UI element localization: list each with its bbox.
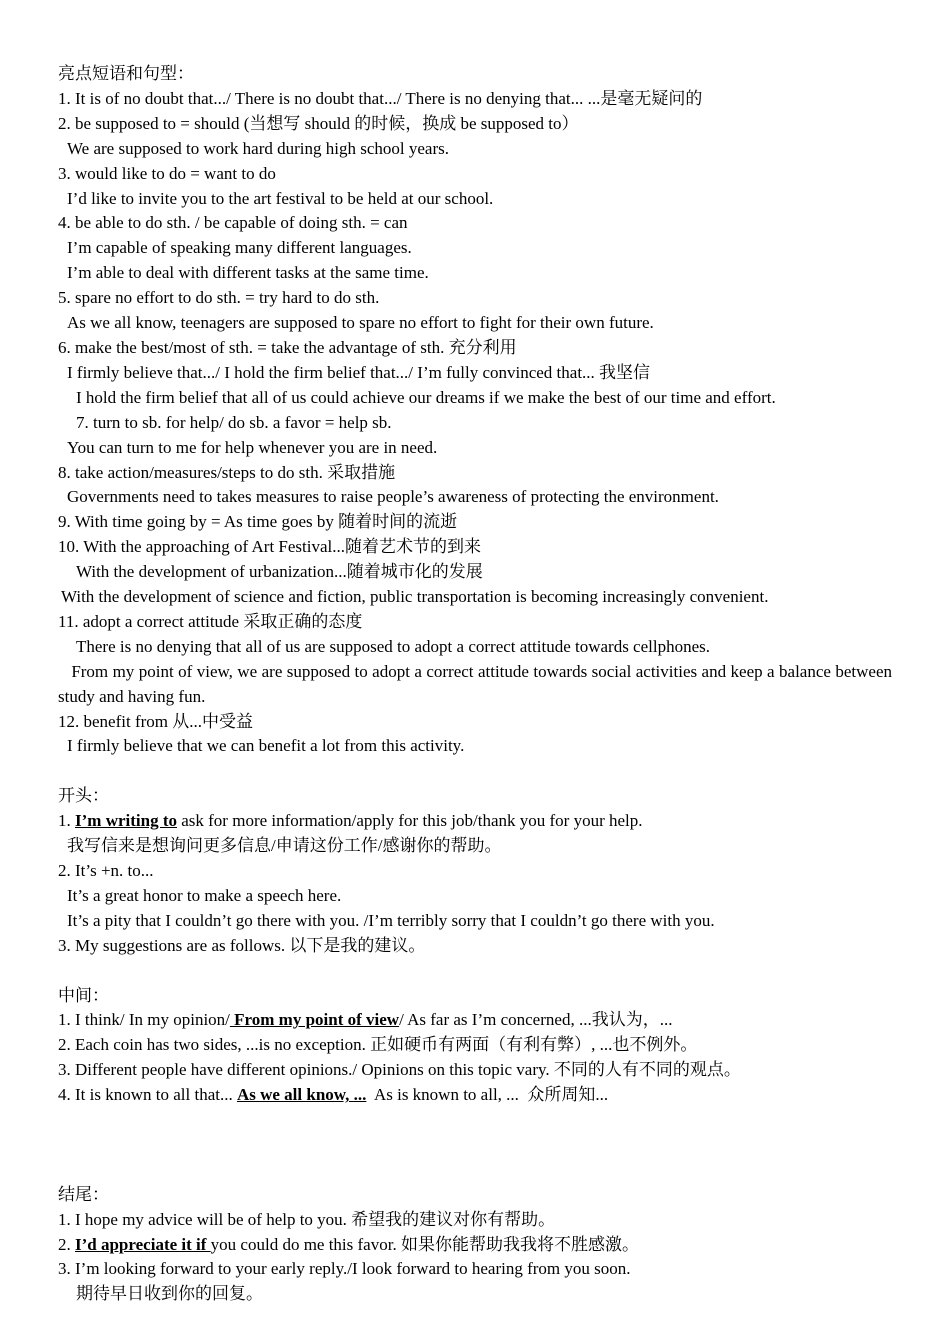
highlight-item-5: 5. spare no effort to do sth. = try hard to do sth.	[58, 288, 380, 308]
highlight-item-10: 10. With the approaching of Art Festival...随着艺术节的到来	[58, 537, 482, 557]
highlight-item-1: 1. It is of no doubt that.../ There is no doubt that.../ There is no denying that... ...是毫无疑问的	[58, 88, 703, 108]
middle-item-2: 2. Each coin has two sides, ...is no exception. 正如硬币有两面（有利有弊）, ...也不例外。	[58, 1035, 698, 1055]
middle-item-1-key-phrase: From my point of view	[229, 1010, 400, 1030]
highlight-example-10b: With the development of science and fiction, public transportation is becoming increasingly convenient.	[61, 587, 769, 607]
ending-item-2-key-phrase: I’d appreciate it if	[75, 1234, 211, 1254]
document-page	[58, 62, 892, 1307]
highlight-example-6a: I firmly believe that.../ I hold the firm belief that.../ I’m fully convinced that... 我坚信	[67, 362, 651, 382]
middle-item-4-key-phrase: As we all know, ...	[236, 1085, 367, 1105]
opening-item-2: 2. It’s +n. to...	[58, 860, 154, 880]
highlight-example-3: I’d like to invite you to the art festival to be held at our school.	[67, 188, 494, 208]
highlight-example-7: You can turn to me for help whenever you are in need.	[67, 437, 438, 457]
middle-item-1	[58, 1008, 892, 1033]
middle-item-1-pre: 1. I think/ In my opinion/	[58, 1010, 230, 1030]
highlight-item-3: 3. would like to do = want to do	[58, 163, 276, 183]
opening-example-1: 我写信来是想询问更多信息/申请这份工作/感谢你的帮助。	[67, 836, 502, 856]
highlight-example-4a: I’m capable of speaking many different languages.	[67, 238, 412, 258]
spacer	[58, 1108, 892, 1158]
ending-item-2	[58, 1233, 892, 1258]
middle-heading: 中间：	[58, 985, 109, 1005]
highlight-item-4: 4. be able to do sth. / be capable of doing sth. = can	[58, 213, 408, 233]
highlights-heading: 亮点短语和句型：	[58, 64, 194, 83]
opening-item-1	[58, 809, 892, 834]
ending-item-2-number: 2.	[58, 1234, 75, 1254]
ending-example-3: 期待早日收到你的回复。	[76, 1284, 263, 1304]
opening-heading: 开头：	[58, 786, 109, 806]
highlight-item-12: 12. benefit from 从...中受益	[58, 711, 253, 731]
highlight-example-12: I firmly believe that we can benefit a lot from this activity.	[67, 736, 465, 756]
highlight-item-8: 8. take action/measures/steps to do sth. 采取措施	[58, 462, 396, 482]
spacer	[58, 1158, 892, 1183]
middle-item-4-pre: 4. It is known to all that...	[58, 1085, 237, 1105]
opening-item-1-key-phrase: I’m writing to	[75, 811, 177, 831]
highlight-example-8: Governments need to takes measures to raise people’s awareness of protecting the environment.	[67, 487, 719, 507]
highlight-example-11b	[58, 660, 892, 710]
highlight-item-2: 2. be supposed to = should (当想写 should 的时候，换成 be supposed to）	[58, 113, 579, 133]
highlight-example-11b-text: From my point of view, we are supposed to adopt a correct attitude towards social activities and keep a balance between study and having fun.	[58, 661, 893, 706]
highlight-example-4b: I’m able to deal with different tasks at the same time.	[67, 263, 429, 283]
opening-example-2b: It’s a pity that I couldn’t go there with you. /I’m terribly sorry that I couldn’t go there with you.	[67, 910, 715, 930]
opening-item-3: 3. My suggestions are as follows. 以下是我的建议。	[58, 935, 426, 955]
spacer	[58, 959, 892, 984]
opening-example-2a: It’s a great honor to make a speech here.	[67, 885, 342, 905]
opening-item-1-rest: ask for more information/apply for this job/thank you for your help.	[176, 811, 643, 831]
opening-item-1-number: 1.	[58, 811, 75, 831]
highlight-item-11: 11. adopt a correct attitude 采取正确的态度	[58, 611, 363, 631]
highlight-example-6b: I hold the firm belief that all of us could achieve our dreams if we make the best of our time and effort.	[76, 387, 776, 407]
highlight-example-2: We are supposed to work hard during high school years.	[67, 138, 449, 158]
middle-item-3: 3. Different people have different opinions./ Opinions on this topic vary. 不同的人有不同的观点。	[58, 1060, 741, 1080]
ending-item-3: 3. I’m looking forward to your early reply./I look forward to hearing from you soon.	[58, 1259, 631, 1279]
highlight-example-10a: With the development of urbanization...随着城市化的发展	[76, 562, 483, 582]
spacer	[58, 759, 892, 784]
highlight-example-11a: There is no denying that all of us are supposed to adopt a correct attitude towards cellphones.	[76, 636, 711, 656]
middle-item-4-rest: As is known to all, ... 众所周知...	[366, 1085, 609, 1105]
middle-item-1-rest: / As far as I’m concerned, ...我认为，...	[399, 1010, 673, 1030]
middle-item-4	[58, 1083, 892, 1108]
ending-item-2-rest: you could do me this favor. 如果你能帮助我我将不胜感激。	[210, 1234, 639, 1254]
highlight-item-7: 7. turn to sb. for help/ do sb. a favor = help sb.	[76, 412, 392, 432]
ending-heading: 结尾：	[58, 1184, 109, 1204]
highlight-example-5: As we all know, teenagers are supposed to spare no effort to fight for their own future.	[67, 313, 654, 333]
highlight-item-9: 9. With time going by = As time goes by 随着时间的流逝	[58, 512, 458, 532]
ending-item-1: 1. I hope my advice will be of help to you. 希望我的建议对你有帮助。	[58, 1209, 556, 1229]
highlight-item-6: 6. make the best/most of sth. = take the advantage of sth. 充分利用	[58, 337, 517, 357]
